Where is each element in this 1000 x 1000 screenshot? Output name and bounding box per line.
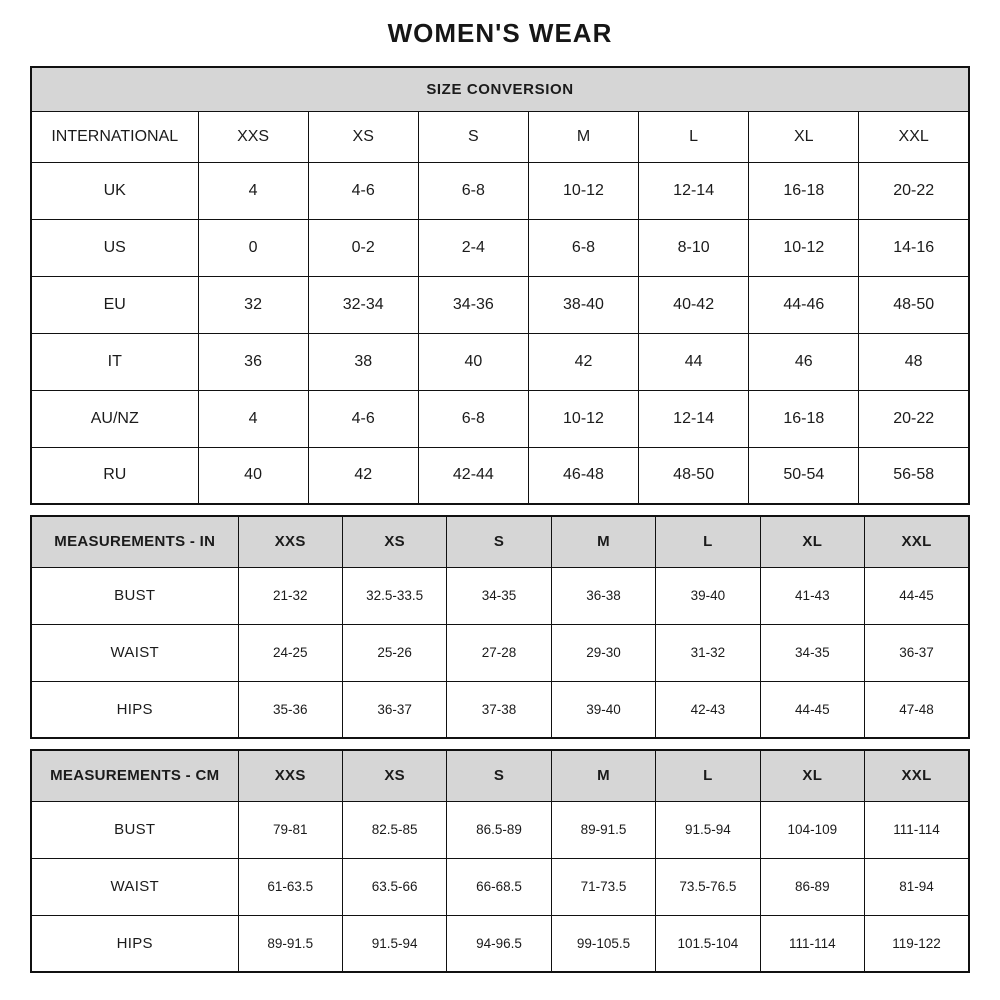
international-size-row bbox=[31, 111, 969, 162]
size-header-cell: XXS bbox=[238, 516, 342, 567]
value-cell: 20-22 bbox=[859, 390, 969, 447]
value-cell: 47-48 bbox=[865, 681, 969, 738]
row-label-cell: RU bbox=[31, 447, 198, 504]
value-cell: 119-122 bbox=[865, 915, 969, 972]
value-cell: 73.5-76.5 bbox=[656, 858, 760, 915]
row-label-cell: HIPS bbox=[31, 681, 238, 738]
value-cell: 6-8 bbox=[418, 390, 528, 447]
value-cell: 35-36 bbox=[238, 681, 342, 738]
value-cell: 61-63.5 bbox=[238, 858, 342, 915]
page-title: WOMEN'S WEAR bbox=[387, 18, 613, 48]
value-cell: 8-10 bbox=[639, 219, 749, 276]
value-cell: 89-91.5 bbox=[551, 801, 655, 858]
table-row bbox=[31, 858, 969, 915]
value-cell: 91.5-94 bbox=[342, 915, 446, 972]
size-header-cell: XXS bbox=[238, 750, 342, 801]
value-cell: 48-50 bbox=[639, 447, 749, 504]
row-label-cell: UK bbox=[31, 162, 198, 219]
value-cell: 101.5-104 bbox=[656, 915, 760, 972]
table-row bbox=[31, 624, 969, 681]
row-label-cell: EU bbox=[31, 276, 198, 333]
value-cell: 81-94 bbox=[865, 858, 969, 915]
value-cell: 44-45 bbox=[760, 681, 864, 738]
size-header-cell: XL bbox=[760, 516, 864, 567]
table-row bbox=[31, 162, 969, 219]
value-cell: 46-48 bbox=[528, 447, 638, 504]
value-cell: 42-43 bbox=[656, 681, 760, 738]
size-header-cell: S bbox=[447, 750, 551, 801]
size-conversion-table bbox=[30, 66, 970, 505]
table-row bbox=[31, 333, 969, 390]
size-header-cell: XS bbox=[342, 516, 446, 567]
measurements-cm-header-row bbox=[31, 750, 969, 801]
row-label-cell: WAIST bbox=[31, 624, 238, 681]
value-cell: 20-22 bbox=[859, 162, 969, 219]
size-header-cell: M bbox=[551, 516, 655, 567]
table-row bbox=[31, 801, 969, 858]
table-row bbox=[31, 219, 969, 276]
measurements-in-table bbox=[30, 515, 970, 739]
value-cell: 2-4 bbox=[418, 219, 528, 276]
size-header-cell: S bbox=[418, 111, 528, 162]
size-header-cell: XXL bbox=[859, 111, 969, 162]
value-cell: 37-38 bbox=[447, 681, 551, 738]
size-header-cell: M bbox=[528, 111, 638, 162]
value-cell: 4-6 bbox=[308, 390, 418, 447]
size-header-cell: XXS bbox=[198, 111, 308, 162]
table-row bbox=[31, 915, 969, 972]
value-cell: 44 bbox=[639, 333, 749, 390]
value-cell: 46 bbox=[749, 333, 859, 390]
value-cell: 32-34 bbox=[308, 276, 418, 333]
value-cell: 38-40 bbox=[528, 276, 638, 333]
value-cell: 50-54 bbox=[749, 447, 859, 504]
size-header-cell: XXL bbox=[865, 750, 969, 801]
value-cell: 42 bbox=[308, 447, 418, 504]
value-cell: 34-35 bbox=[760, 624, 864, 681]
row-label-cell: BUST bbox=[31, 801, 238, 858]
size-header-cell: L bbox=[639, 111, 749, 162]
value-cell: 36-38 bbox=[551, 567, 655, 624]
value-cell: 71-73.5 bbox=[551, 858, 655, 915]
value-cell: 4 bbox=[198, 390, 308, 447]
value-cell: 44-46 bbox=[749, 276, 859, 333]
header-label-cell: INTERNATIONAL bbox=[31, 111, 198, 162]
value-cell: 66-68.5 bbox=[447, 858, 551, 915]
size-header-cell: S bbox=[447, 516, 551, 567]
value-cell: 44-45 bbox=[865, 567, 969, 624]
value-cell: 16-18 bbox=[749, 390, 859, 447]
row-label-cell: US bbox=[31, 219, 198, 276]
value-cell: 36 bbox=[198, 333, 308, 390]
value-cell: 39-40 bbox=[656, 567, 760, 624]
value-cell: 6-8 bbox=[528, 219, 638, 276]
measurements-in-header-row bbox=[31, 516, 969, 567]
value-cell: 10-12 bbox=[528, 162, 638, 219]
value-cell: 31-32 bbox=[656, 624, 760, 681]
value-cell: 21-32 bbox=[238, 567, 342, 624]
table-row bbox=[31, 276, 969, 333]
value-cell: 104-109 bbox=[760, 801, 864, 858]
value-cell: 40 bbox=[198, 447, 308, 504]
size-header-cell: XL bbox=[749, 111, 859, 162]
value-cell: 89-91.5 bbox=[238, 915, 342, 972]
row-label-cell: AU/NZ bbox=[31, 390, 198, 447]
size-header-cell: XL bbox=[760, 750, 864, 801]
value-cell: 4 bbox=[198, 162, 308, 219]
value-cell: 6-8 bbox=[418, 162, 528, 219]
value-cell: 32.5-33.5 bbox=[342, 567, 446, 624]
measurements-cm-table bbox=[30, 749, 970, 973]
value-cell: 42-44 bbox=[418, 447, 528, 504]
value-cell: 94-96.5 bbox=[447, 915, 551, 972]
value-cell: 111-114 bbox=[865, 801, 969, 858]
value-cell: 27-28 bbox=[447, 624, 551, 681]
value-cell: 42 bbox=[528, 333, 638, 390]
table-row bbox=[31, 567, 969, 624]
value-cell: 36-37 bbox=[865, 624, 969, 681]
header-label-cell: MEASUREMENTS - IN bbox=[31, 516, 238, 567]
value-cell: 24-25 bbox=[238, 624, 342, 681]
value-cell: 91.5-94 bbox=[656, 801, 760, 858]
size-header-cell: XS bbox=[342, 750, 446, 801]
value-cell: 25-26 bbox=[342, 624, 446, 681]
row-label-cell: IT bbox=[31, 333, 198, 390]
value-cell: 39-40 bbox=[551, 681, 655, 738]
size-conversion-title-row bbox=[31, 67, 969, 111]
size-header-cell: L bbox=[656, 750, 760, 801]
value-cell: 29-30 bbox=[551, 624, 655, 681]
table-row bbox=[31, 447, 969, 504]
table-row bbox=[31, 681, 969, 738]
value-cell: 86.5-89 bbox=[447, 801, 551, 858]
size-conversion-title: SIZE CONVERSION bbox=[31, 67, 969, 111]
value-cell: 56-58 bbox=[859, 447, 969, 504]
value-cell: 63.5-66 bbox=[342, 858, 446, 915]
value-cell: 48-50 bbox=[859, 276, 969, 333]
value-cell: 12-14 bbox=[639, 390, 749, 447]
value-cell: 86-89 bbox=[760, 858, 864, 915]
header-label-cell: MEASUREMENTS - CM bbox=[31, 750, 238, 801]
value-cell: 111-114 bbox=[760, 915, 864, 972]
row-label-cell: HIPS bbox=[31, 915, 238, 972]
row-label-cell: WAIST bbox=[31, 858, 238, 915]
value-cell: 16-18 bbox=[749, 162, 859, 219]
value-cell: 0 bbox=[198, 219, 308, 276]
value-cell: 4-6 bbox=[308, 162, 418, 219]
row-label-cell: BUST bbox=[31, 567, 238, 624]
value-cell: 12-14 bbox=[639, 162, 749, 219]
size-header-cell: XXL bbox=[865, 516, 969, 567]
value-cell: 99-105.5 bbox=[551, 915, 655, 972]
value-cell: 48 bbox=[859, 333, 969, 390]
value-cell: 14-16 bbox=[859, 219, 969, 276]
size-header-cell: L bbox=[656, 516, 760, 567]
value-cell: 38 bbox=[308, 333, 418, 390]
value-cell: 79-81 bbox=[238, 801, 342, 858]
value-cell: 0-2 bbox=[308, 219, 418, 276]
value-cell: 40 bbox=[418, 333, 528, 390]
value-cell: 34-35 bbox=[447, 567, 551, 624]
value-cell: 10-12 bbox=[528, 390, 638, 447]
value-cell: 41-43 bbox=[760, 567, 864, 624]
value-cell: 34-36 bbox=[418, 276, 528, 333]
value-cell: 36-37 bbox=[342, 681, 446, 738]
value-cell: 10-12 bbox=[749, 219, 859, 276]
value-cell: 40-42 bbox=[639, 276, 749, 333]
table-row bbox=[31, 390, 969, 447]
value-cell: 32 bbox=[198, 276, 308, 333]
value-cell: 82.5-85 bbox=[342, 801, 446, 858]
size-header-cell: M bbox=[551, 750, 655, 801]
size-header-cell: XS bbox=[308, 111, 418, 162]
